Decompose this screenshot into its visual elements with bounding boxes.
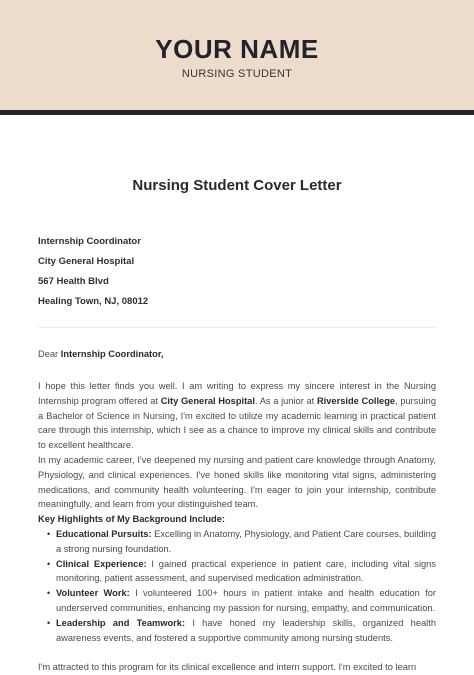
applicant-name: YOUR NAME	[155, 34, 319, 64]
applicant-role: NURSING STUDENT	[181, 68, 293, 80]
list-item	[48, 586, 436, 616]
highlights-heading	[38, 512, 436, 527]
header-banner	[0, 0, 474, 110]
paragraph-closing: I'm attracted to this program for its clinical excellence and intern support. I'm excited to learn	[38, 662, 417, 672]
list-item-text: I gained practical experience in patient care, including vital signs monitoring, patient assessment, and supervised medication administration.	[56, 558, 437, 584]
paragraph-intro-text-2: . As a junior at	[254, 395, 317, 406]
paragraph-intro	[38, 379, 436, 453]
letter-body	[38, 379, 436, 645]
paragraph-intro-text-1: I hope this letter finds you well. I am writing to express my sincere interest in the Nursing Internship program offered at	[38, 381, 436, 406]
recipient-line-2: City General Hospital	[38, 256, 135, 267]
hospital-name: City General Hospital	[160, 395, 255, 406]
section-divider	[38, 327, 436, 328]
list-item-text: I volunteered 100+ hours in patient intake and health education for underserved communities, enhancing my passion for nursing, empathy, and communication.	[56, 588, 436, 613]
list-item-text: I have honed my leadership skills, organized health awareness events, and fostered a supportive community among nursing students.	[56, 617, 436, 643]
list-item-label: Clinical Experience:	[56, 558, 147, 569]
recipient-line-4: Healing Town, NJ, 08012	[38, 296, 149, 307]
list-item-label: Leadership and Teamwork:	[56, 617, 186, 628]
paragraph-intro-text-3: , pursuing a Bachelor of Science in Nursing, I'm excited to utilize my academic learning in practical patient care through this internship, which I see as a chance to improve my clinical skills and contribute to excellent healthcare.	[38, 395, 436, 451]
highlights-list	[38, 527, 436, 645]
list-item	[48, 616, 436, 646]
header-divider	[0, 110, 474, 115]
salutation-prefix: Dear	[38, 349, 61, 359]
college-name: Riverside College	[316, 395, 396, 406]
recipient-line-1: Internship Coordinator	[38, 236, 141, 247]
document-title: Nursing Student Cover Letter	[132, 177, 342, 194]
list-item-label: Educational Pursuits:	[56, 528, 152, 539]
list-item	[48, 557, 436, 587]
salutation	[38, 347, 436, 362]
list-item	[48, 527, 436, 557]
salutation-name: Internship Coordinator,	[60, 349, 164, 359]
list-item-label: Volunteer Work:	[56, 588, 130, 599]
recipient-line-3: 567 Health Blvd	[38, 276, 109, 287]
list-item-text: Excelling in Anatomy, Physiology, and Patient Care courses, building a strong nursing foundation.	[56, 528, 436, 554]
highlights-heading-text: Key Highlights of My Background Include:	[38, 514, 225, 525]
paragraph-background: In my academic career, I've deepened my nursing and patient care knowledge through Anatomy, Physiology, and clinical experiences. I've honed skills like monitoring vital signs, administering medications, and community health volunteering. I'm eager to join your internship, contribute meaningfully, and learn from your distinguished team.	[38, 454, 436, 510]
